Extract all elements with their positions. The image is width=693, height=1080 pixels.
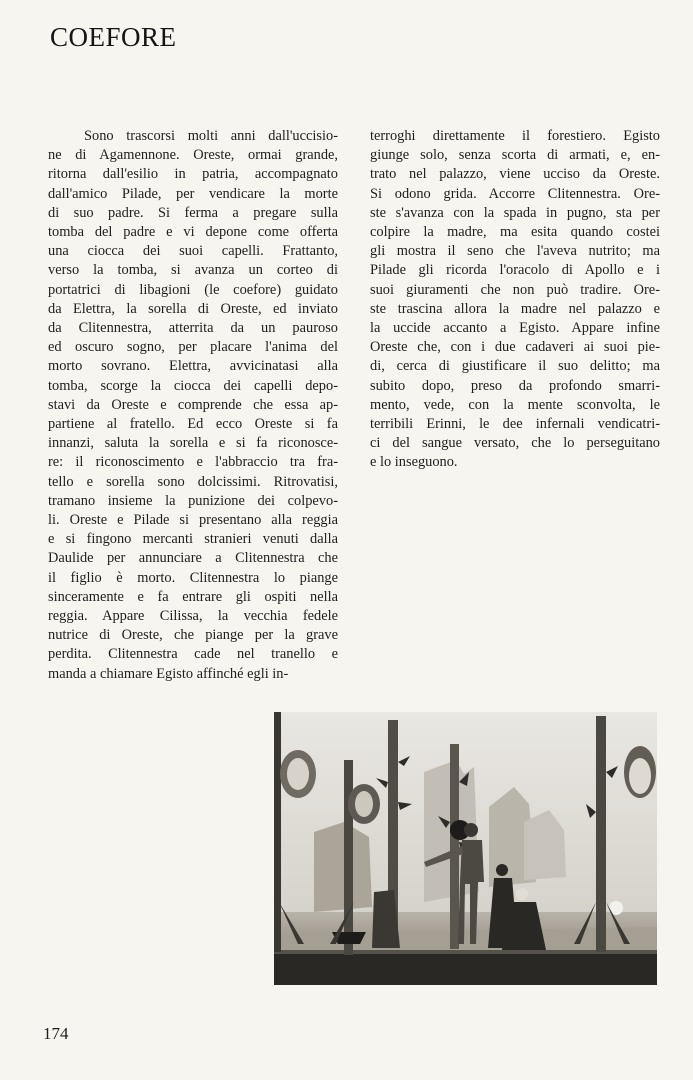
left-column-line: da Elettra, la sorella di Oreste, ed inviato [48,300,338,317]
left-column-line: il figlio è morto. Clitennestra lo piange [48,569,338,586]
left-column-line: ritorna dall'esilio in patria, accompagnato [48,166,338,183]
left-column-line: ne di Agamennone. Oreste, ormai grande, [48,147,338,164]
right-column-line: subito dopo, preso da profondo smarri- [370,377,660,394]
right-column-line: ste s'avanza con la spada in pugno, sta per [370,204,660,221]
left-column-line: stavi da Oreste e comprende che essa ap- [48,396,338,413]
text-column-right [370,127,660,473]
right-column-line: di, cerca di giustificare il suo delitto; ma [370,358,660,375]
left-column-line: perdita. Clitennestra cade nel tranello e [48,646,338,663]
left-column-line: tello e sorella sono dolcissimi. Ritrovatisi, [48,473,338,490]
right-column-line: e lo inseguono. [370,454,458,471]
left-column-line: una ciocca dei suoi capelli. Frattanto, [48,243,338,260]
left-column-line: tramano insieme la punizione dei colpevo- [48,492,338,509]
stage-photograph [274,712,657,985]
right-column-line: suoi giuramenti che non può tradire. Ore- [370,281,660,298]
left-column-line: e si fingono mercanti stranieri venuti dalla [48,531,338,548]
left-column-line: partiene al fratello. Ed ecco Oreste si fa [48,416,338,433]
right-column-line: ste trascina allora la madre nel palazzo e [370,300,660,317]
left-column-line: nutrice di Oreste, che piange per la grave [48,627,338,644]
text-column-left [48,127,338,684]
right-column-line: colpire la madre, ma esita quando costei [370,224,660,241]
page-title: COEFORE [50,22,177,52]
left-column-line: verso la tomba, si avanza un corteo di [48,262,338,279]
right-column-line: mento, vede, con la mente sconvolta, le [370,396,660,413]
left-column-line: di suo padre. Si ferma a pregare sulla [48,204,338,221]
right-column-line: la uccide accanto a Egisto. Appare infine [370,320,660,337]
left-column-line: tomba del padre e vi depone come offerta [48,224,338,241]
left-column-line: portatrici di libagioni (le coefore) guidato [48,281,338,298]
left-column-line: innanzi, saluta la sorella e si fa riconosce- [48,435,338,452]
left-column-line: Sono trascorsi molti anni dall'uccisio- [84,128,338,144]
right-column-line: terribili Erinni, le dee infernali vendicatri- [370,416,660,433]
left-column-line: morto sovrano. Elettra, avvicinatasi alla [48,358,338,375]
right-column-line: terroghi direttamente il forestiero. Egisto [370,128,660,144]
left-column-line: da Clitennestra, atterrita da un pauroso [48,320,338,337]
left-column-line: reggia. Appare Cilissa, la vecchia fedele [48,608,338,625]
left-column-line: manda a chiamare Egisto affinché egli in- [48,665,289,682]
left-column-line: sinceramente e fa entrare gli ospiti nella [48,588,338,605]
left-column-line: Daulide per annunciare a Clitennestra che [48,550,338,567]
left-column-line: li. Oreste e Pilade si presentano alla reggia [48,512,338,529]
left-column-line: tomba, scorge la ciocca dei capelli depo- [48,377,338,394]
right-column-line: Oreste che, con i due cadaveri ai suoi pie- [370,339,660,356]
right-column-line: ci del sangue versato, che lo perseguitano [370,435,660,452]
page-number: 174 [43,1024,69,1043]
left-column-line: ed oscuro sogno, per placare l'anima del [48,339,338,356]
left-column-line: dall'amico Pilade, per vendicare la morte [48,185,338,202]
right-column-line: Si odono grida. Accorre Clitennestra. Ore- [370,185,660,202]
right-column-line: Pilade gli ricorda l'oracolo di Apollo e i [370,262,660,279]
right-column-line: trato nel palazzo, viene ucciso da Oreste. [370,166,660,183]
right-column-line: gli mostra il seno che l'aveva nutrito; ma [370,243,660,260]
right-column-line: giunge solo, senza scorta di armati, e, en- [370,147,660,164]
left-column-line: re: il riconoscimento e l'abbraccio tra fra- [48,454,338,471]
